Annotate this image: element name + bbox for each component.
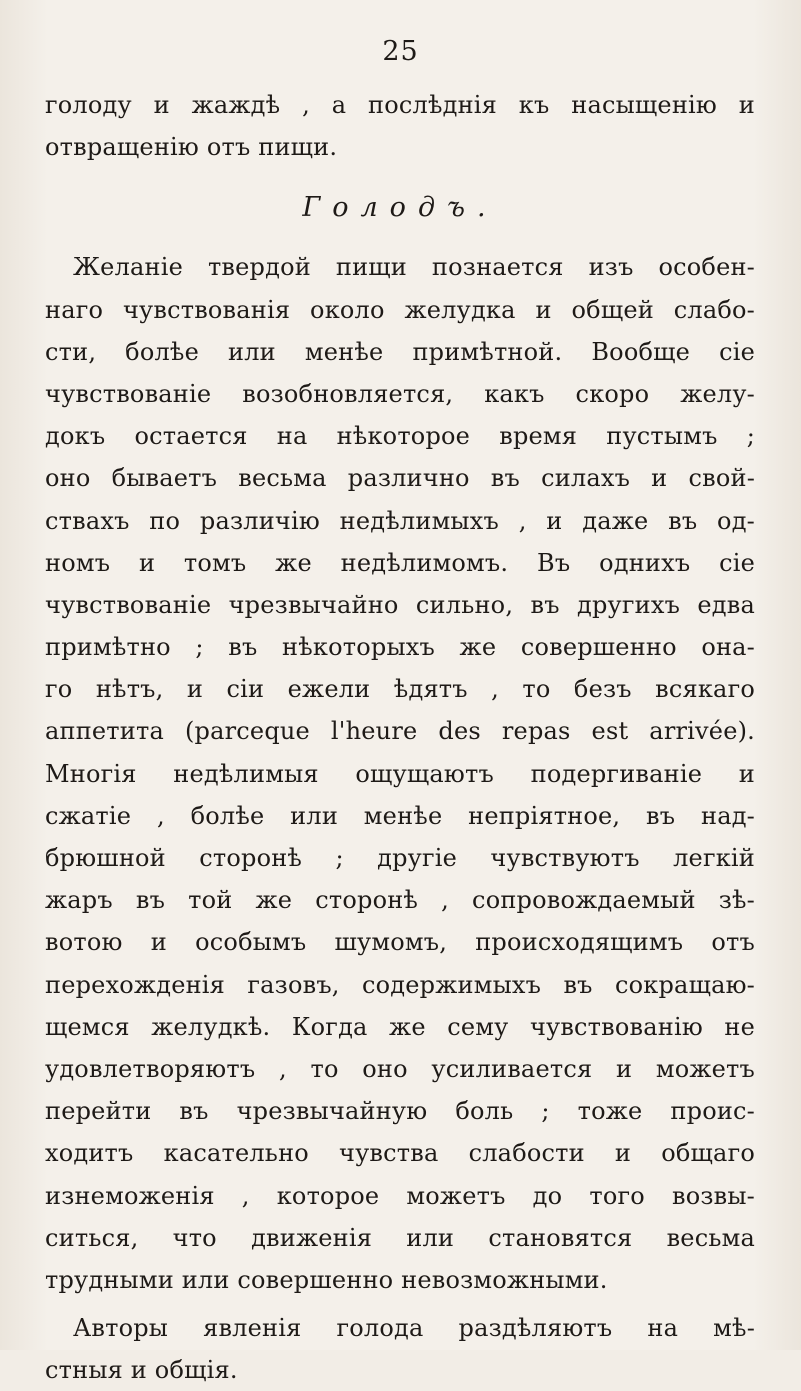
intro-line: голоду и жаждѣ , а послѣднія къ насыщенію и <box>45 91 755 119</box>
paragraph-line: ствахъ по различію недѣлимыхъ , и даже въ од- <box>45 506 755 535</box>
paragraph-line: Желаніе твердой пищи познается изъ особен- <box>73 253 755 282</box>
paragraph-line: чувствованіе чрезвычайно сильно, въ другихъ едва <box>45 590 755 619</box>
paragraph-line: изнеможенія , которое можетъ до того возвы- <box>45 1181 755 1210</box>
paragraph-line: брюшной сторонѣ ; другіе чувствуютъ легкій <box>45 844 755 872</box>
paragraph-line: докъ остается на нѣкоторое время пустымъ ; <box>45 422 755 451</box>
paragraph-line: сти, болѣе или менѣе примѣтной. Вообще сіе <box>45 337 755 366</box>
paragraph-line: ходитъ касательно чувства слабости и общаго <box>45 1139 755 1168</box>
paragraph-line: чувствованіе возобновляется, какъ скоро желу- <box>45 379 755 408</box>
paragraph-line: вотою и особымъ шумомъ, происходящимъ отъ <box>45 928 755 957</box>
text-body <box>45 84 755 1391</box>
intro-line: отвращенію отъ пищи. <box>45 133 338 162</box>
paragraph-line: оно бываетъ весьма различно въ силахъ и свой- <box>45 464 755 493</box>
paragraph-line: жаръ въ той же сторонѣ , сопровождаемый зѣ- <box>45 886 755 915</box>
section-heading: Голодъ. <box>302 192 498 224</box>
paragraph-line: Авторы явленія голода раздѣляютъ на мѣ- <box>73 1314 755 1343</box>
paragraph-line: ситься, что движенія или становятся весьма <box>45 1223 755 1252</box>
page-number: 25 <box>382 36 419 67</box>
paragraph-line: стныя и общія. <box>45 1356 238 1385</box>
paragraph-line: сжатіе , болѣе или менѣе непріятное, въ над- <box>45 801 755 830</box>
paragraph-line: перехожденія газовъ, содержимыхъ въ сокращаю- <box>45 970 755 999</box>
paragraph-line: Многія недѣлимыя ощущаютъ подергиваніе и <box>45 759 755 788</box>
paragraph-line: го нѣтъ, и сіи ежели ѣдятъ , то безъ всякаго <box>45 675 755 704</box>
paragraph-line: номъ и томъ же недѣлимомъ. Въ однихъ сіе <box>45 548 755 577</box>
paragraph-line: наго чувствованія около желудка и общей слабо- <box>45 295 755 324</box>
paragraph-line: трудными или совершенно невозможными. <box>45 1265 608 1294</box>
paragraph-line: удовлетворяютъ , то оно усиливается и можетъ <box>45 1054 755 1083</box>
paragraph-line: примѣтно ; въ нѣкоторыхъ же совершенно она- <box>45 633 755 662</box>
paragraph-line: перейти въ чрезвычайную боль ; тоже проис- <box>45 1097 755 1126</box>
paragraph-line: аппетита (parceque l'heure des repas est arrivée). <box>45 717 755 746</box>
paragraph-line: щемся желудкѣ. Когда же сему чувствованію не <box>45 1012 755 1041</box>
